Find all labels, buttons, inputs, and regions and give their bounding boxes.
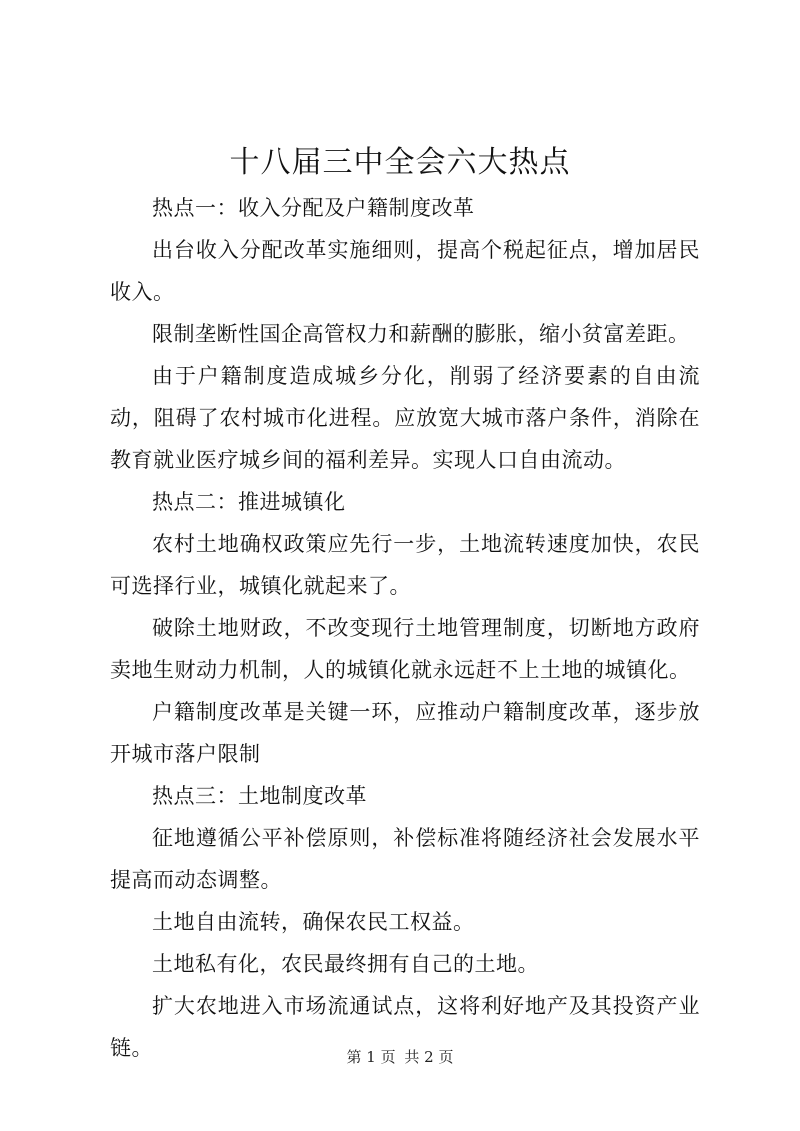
paragraph: 出台收入分配改革实施细则，提高个税起征点，增加居民收入。 xyxy=(110,238,700,304)
paragraph: 限制垄断性国企高管权力和薪酬的膨胀，缩小贫富差距。 xyxy=(152,322,690,346)
section-heading-2: 热点二：推进城镇化 xyxy=(152,490,346,514)
document-title: 十八届三中全会六大热点 xyxy=(229,145,571,180)
paragraph: 农村土地确权政策应先行一步，土地流转速度加快，农民可选择行业，城镇化就起来了。 xyxy=(110,532,700,598)
paragraph: 土地私有化，农民最终拥有自己的土地。 xyxy=(152,952,539,976)
paragraph: 征地遵循公平补偿原则，补偿标准将随经济社会发展水平提高而动态调整。 xyxy=(110,826,700,892)
section-heading-1: 热点一：收入分配及户籍制度改革 xyxy=(152,196,475,220)
paragraph: 扩大农地进入市场流通试点，这将利好地产及其投资产业链。 xyxy=(110,994,700,1060)
page-number: 第 1 页 xyxy=(346,1048,396,1066)
document-body xyxy=(110,187,700,1069)
paragraph: 由于户籍制度造成城乡分化，削弱了经济要素的自由流动，阻碍了农村城市化进程。应放宽大城市落户条件，消除在教育就业医疗城乡间的福利差异。实现人口自由流动。 xyxy=(110,364,700,472)
page-total: 共 2 页 xyxy=(404,1048,454,1066)
paragraph: 户籍制度改革是关键一环，应推动户籍制度改革，逐步放开城市落户限制 xyxy=(110,700,700,766)
section-heading-3: 热点三：土地制度改革 xyxy=(152,784,367,808)
page-footer xyxy=(0,1045,800,1069)
paragraph: 破除土地财政，不改变现行土地管理制度，切断地方政府卖地生财动力机制，人的城镇化就永远赶不上土地的城镇化。 xyxy=(110,616,700,682)
paragraph: 土地自由流转，确保农民工权益。 xyxy=(152,910,475,934)
